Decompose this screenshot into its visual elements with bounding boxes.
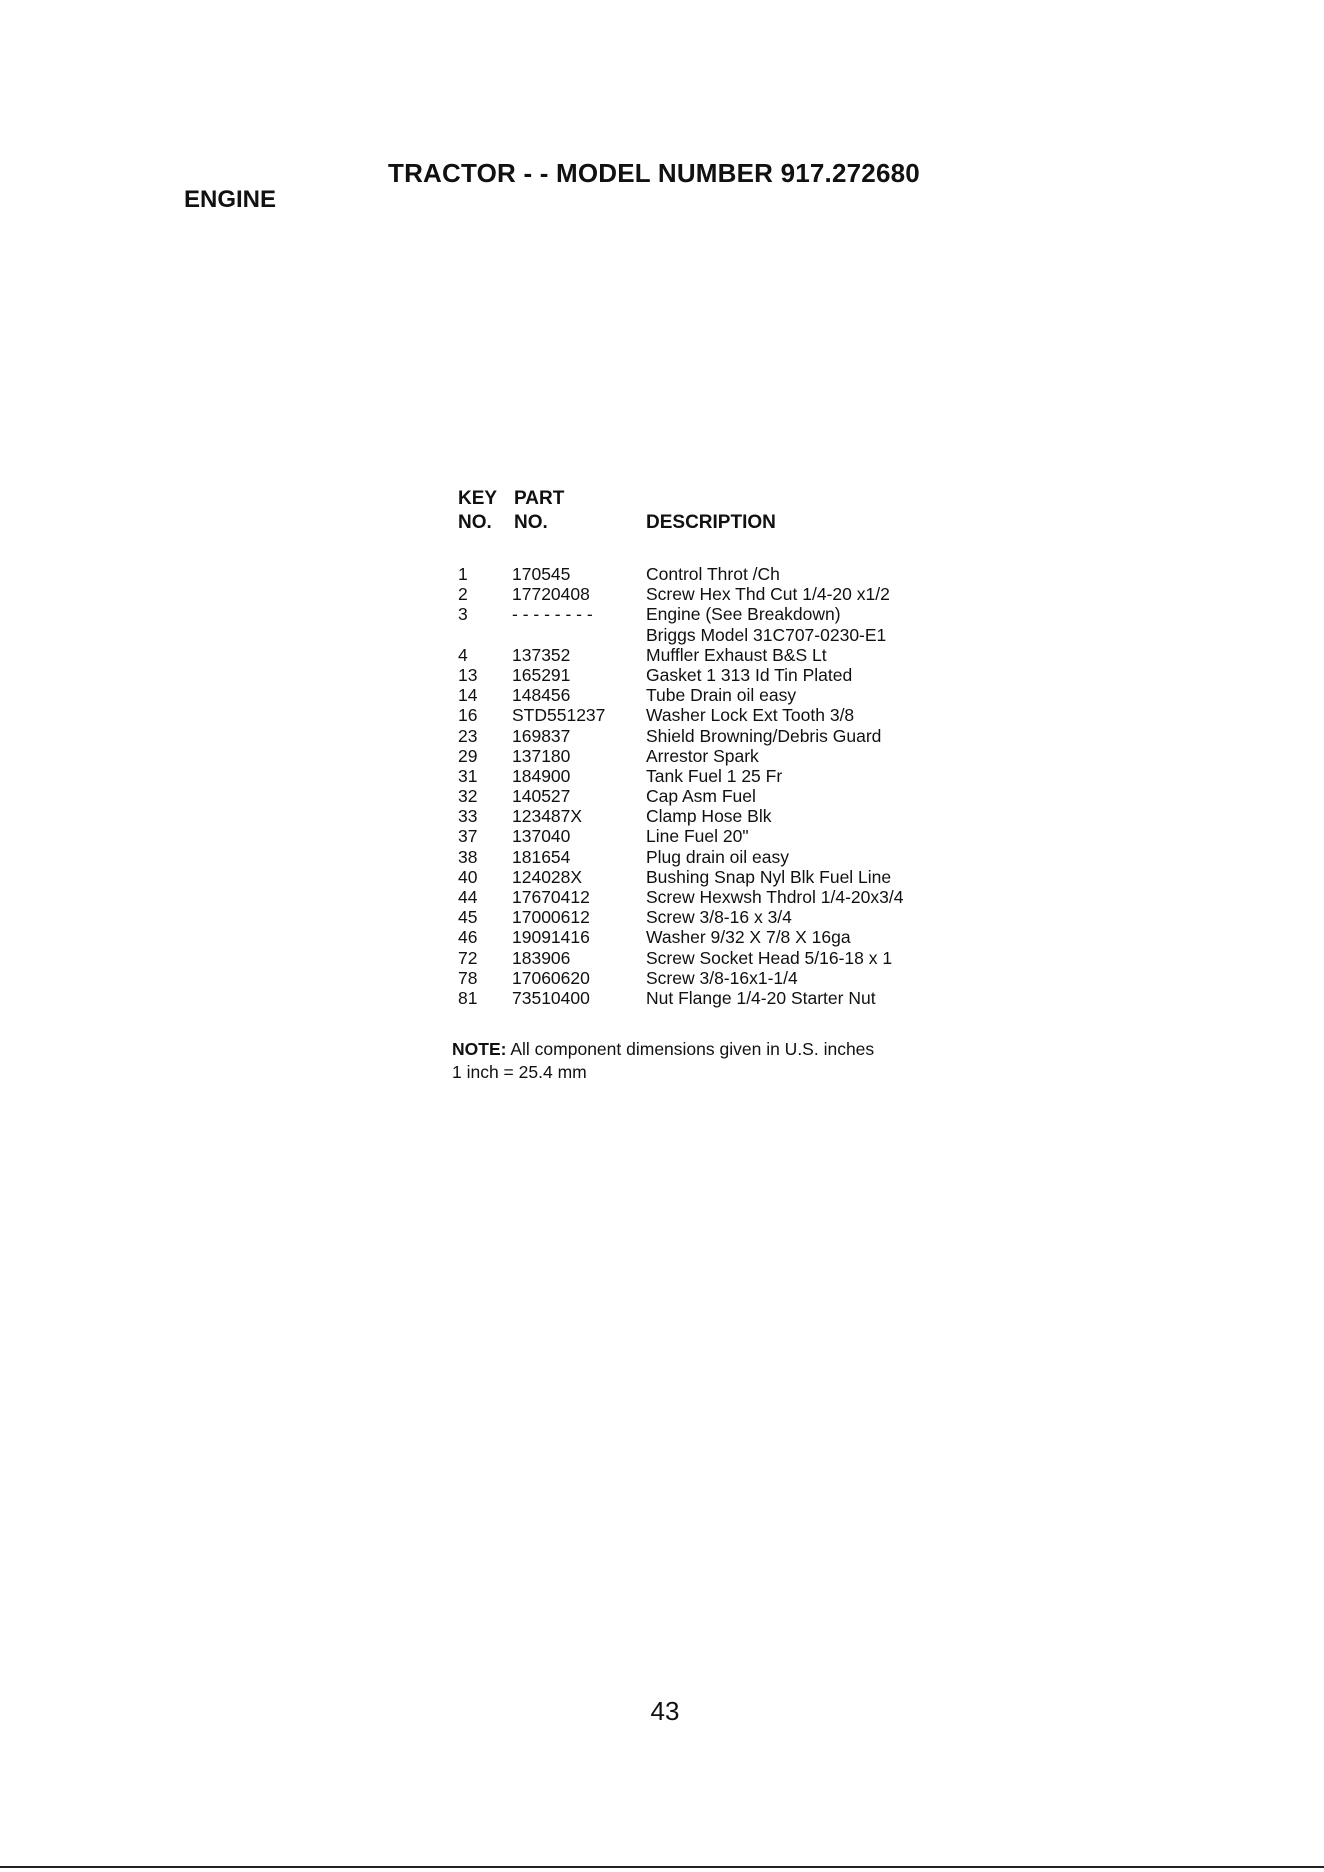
part-no-cell: 137180: [512, 745, 571, 766]
description-cell: Arrestor Spark: [646, 745, 759, 766]
key-no-cell: 40: [458, 866, 478, 887]
key-no-cell: 72: [458, 947, 478, 968]
key-no-cell: 32: [458, 786, 478, 807]
page-title: TRACTOR - - MODEL NUMBER 917.272680: [388, 158, 920, 188]
key-no-cell: 46: [458, 927, 478, 948]
description-cell: Bushing Snap Nyl Blk Fuel Line: [646, 866, 892, 887]
description-cell: Cap Asm Fuel: [646, 786, 756, 807]
part-no-cell: 148456: [512, 685, 571, 706]
part-no-cell: - - - - - - - -: [512, 604, 593, 625]
key-no-cell: 33: [458, 806, 478, 827]
description-cell: Screw 3/8-16 x 3/4: [646, 907, 792, 928]
description-cell: Nut Flange 1/4-20 Starter Nut: [646, 987, 876, 1008]
note-text: All component dimensions given in U.S. inches: [510, 1039, 875, 1059]
description-cell: Screw Hex Thd Cut 1/4-20 x1/2: [646, 584, 890, 605]
part-no-cell: 181654: [512, 846, 571, 867]
key-no-header-line2: NO.: [458, 512, 492, 533]
description-cell: Screw 3/8-16x1-1/4: [646, 967, 798, 988]
key-no-cell: 78: [458, 967, 478, 988]
description-cell: Control Throt /Ch: [646, 564, 780, 584]
key-no-cell: 14: [458, 685, 478, 706]
key-no-cell: 38: [458, 846, 478, 867]
key-no-cell: 31: [458, 765, 478, 786]
key-no-cell: 4: [458, 644, 468, 665]
part-no-cell: 17720408: [512, 584, 590, 605]
description-cell: Line Fuel 20": [646, 826, 749, 847]
part-no-cell: 137352: [512, 644, 571, 665]
key-no-cell: 2: [458, 584, 468, 605]
part-no-cell: 140527: [512, 786, 571, 807]
key-no-cell: 23: [458, 725, 478, 746]
description-cell: Plug drain oil easy: [646, 846, 789, 867]
part-no-cell: 169837: [512, 725, 571, 746]
part-no-cell: 19091416: [512, 927, 590, 948]
description-cell: Clamp Hose Blk: [646, 806, 772, 827]
description-cell: Washer Lock Ext Tooth 3/8: [646, 705, 855, 726]
description-cell: Engine (See Breakdown): [646, 604, 841, 625]
note-label: NOTE:: [452, 1039, 507, 1059]
key-no-cell: 13: [458, 664, 478, 685]
key-no-cell: 45: [458, 907, 478, 928]
key-no-cell: 29: [458, 745, 478, 766]
key-no-header-line1: KEY: [458, 488, 498, 509]
key-no-cell: 16: [458, 705, 478, 726]
part-no-cell: 137040: [512, 826, 571, 847]
part-no-cell: 17060620: [512, 967, 590, 988]
description-cell: Screw Socket Head 5/16-18 x 1: [646, 947, 893, 968]
section-heading: ENGINE: [184, 186, 277, 213]
part-no-cell: 124028X: [512, 866, 583, 887]
part-no-cell: STD551237: [512, 705, 606, 726]
part-no-cell: 165291: [512, 664, 571, 685]
key-no-cell: 1: [458, 564, 468, 584]
page-number: 43: [650, 1696, 680, 1726]
part-no-header-line2: NO.: [514, 512, 548, 533]
description-cell: Gasket 1 313 Id Tin Plated: [646, 664, 853, 685]
part-no-cell: 170545: [512, 564, 571, 584]
description-cell: Shield Browning/Debris Guard: [646, 725, 882, 746]
key-no-cell: 37: [458, 826, 478, 847]
part-no-cell: 17670412: [512, 887, 590, 907]
part-no-cell: 123487X: [512, 806, 583, 827]
description-cell: Tank Fuel 1 25 Fr: [646, 765, 783, 786]
description-cell: Briggs Model 31C707-0230-E1: [646, 624, 887, 645]
description-cell: Muffler Exhaust B&S Lt: [646, 644, 827, 665]
description-cell: Washer 9/32 X 7/8 X 16ga: [646, 927, 851, 948]
key-no-cell: 3: [458, 604, 468, 625]
bottom-rule: [0, 1866, 1324, 1868]
note: [452, 1038, 874, 1084]
description-cell: Tube Drain oil easy: [646, 685, 797, 706]
note-conversion: 1 inch = 25.4 mm: [452, 1062, 587, 1082]
part-no-header-line1: PART: [514, 488, 565, 509]
key-no-cell: 81: [458, 987, 478, 1008]
part-no-cell: 17000612: [512, 907, 590, 928]
part-no-cell: 184900: [512, 765, 571, 786]
key-no-cell: 44: [458, 887, 478, 907]
description-cell: Screw Hexwsh Thdrol 1/4-20x3/4: [646, 887, 904, 907]
description-header: DESCRIPTION: [646, 512, 776, 533]
part-no-cell: 73510400: [512, 987, 590, 1008]
part-no-cell: 183906: [512, 947, 571, 968]
